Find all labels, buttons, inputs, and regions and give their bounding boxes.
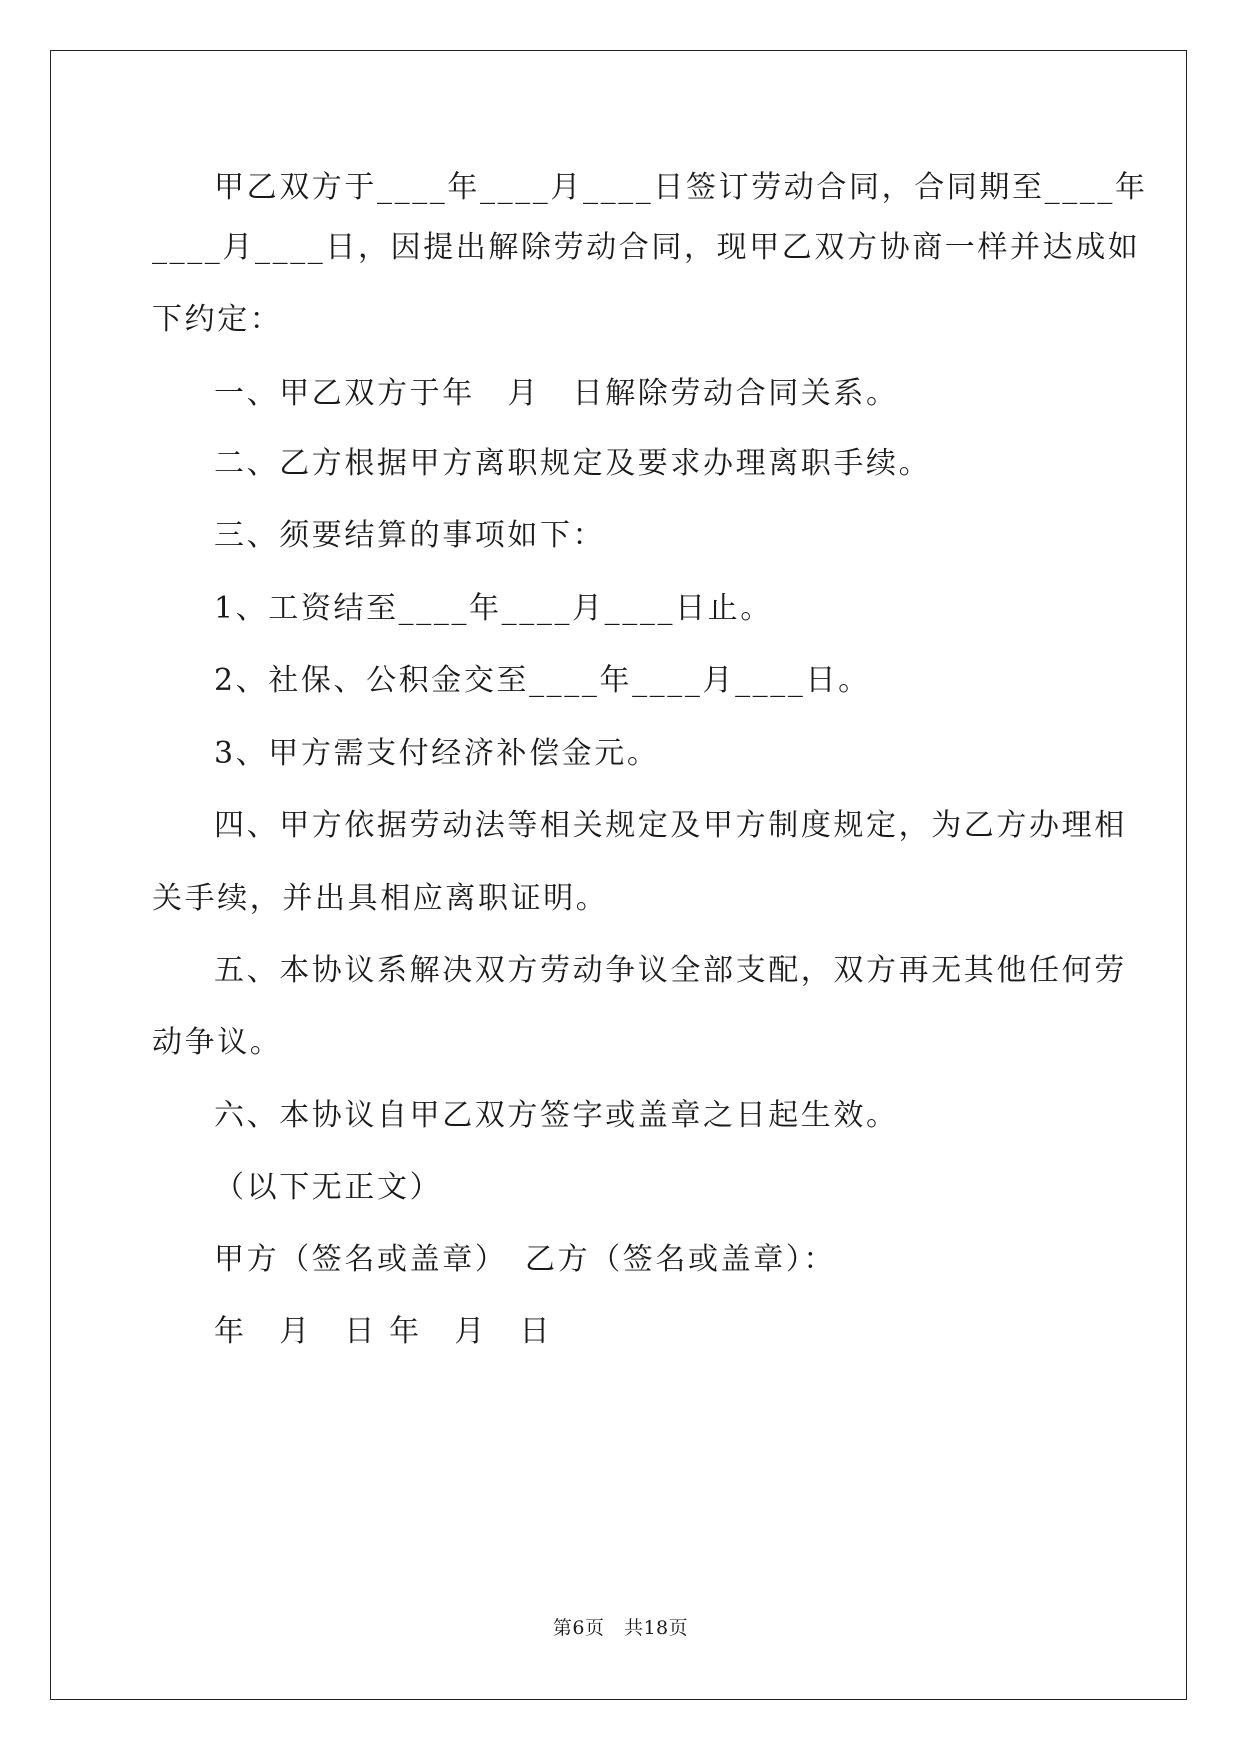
clause-1: 一、甲乙双方于年 月 日解除劳动合同关系。 xyxy=(214,376,899,411)
clause-2: 二、乙方根据甲方离职规定及要求办理离职手续。 xyxy=(214,446,932,481)
sub-item-3: 3、甲方需支付经济补偿金元。 xyxy=(214,736,660,771)
signature-line: 甲方（签名或盖章） 乙方（签名或盖章）： xyxy=(214,1242,836,1277)
page-border xyxy=(50,50,1187,1700)
clause-5-line-1: 五、本协议系解决双方劳动争议全部支配，双方再无其他任何劳 xyxy=(214,953,1127,988)
clause-3: 三、须要结算的事项如下： xyxy=(214,518,606,553)
sub-item-2: 2、社保、公积金交至____年____月____日。 xyxy=(214,663,871,698)
clause-5-line-2: 动争议。 xyxy=(152,1025,283,1060)
date-line: 年 月 日 年 月 日 xyxy=(214,1314,553,1349)
paragraph-1-line-1: 甲乙双方于____年____月____日签订劳动合同，合同期至____年 xyxy=(214,170,1148,205)
paragraph-1-line-3: 下约定： xyxy=(152,302,283,337)
paragraph-1-line-2: ____月____日，因提出解除劳动合同，现甲乙双方协商一样并达成如 xyxy=(152,230,1141,265)
sub-item-1: 1、工资结至____年____月____日止。 xyxy=(214,591,773,626)
clause-6: 六、本协议自甲乙双方签字或盖章之日起生效。 xyxy=(214,1098,899,1133)
clause-4-line-2: 关手续，并出具相应离职证明。 xyxy=(152,881,609,916)
no-text-below-note: （以下无正文） xyxy=(214,1170,443,1205)
page-number-footer: 第6页 共18页 xyxy=(552,1617,689,1639)
clause-4-line-1: 四、甲方依据劳动法等相关规定及甲方制度规定，为乙方办理相 xyxy=(214,808,1127,843)
